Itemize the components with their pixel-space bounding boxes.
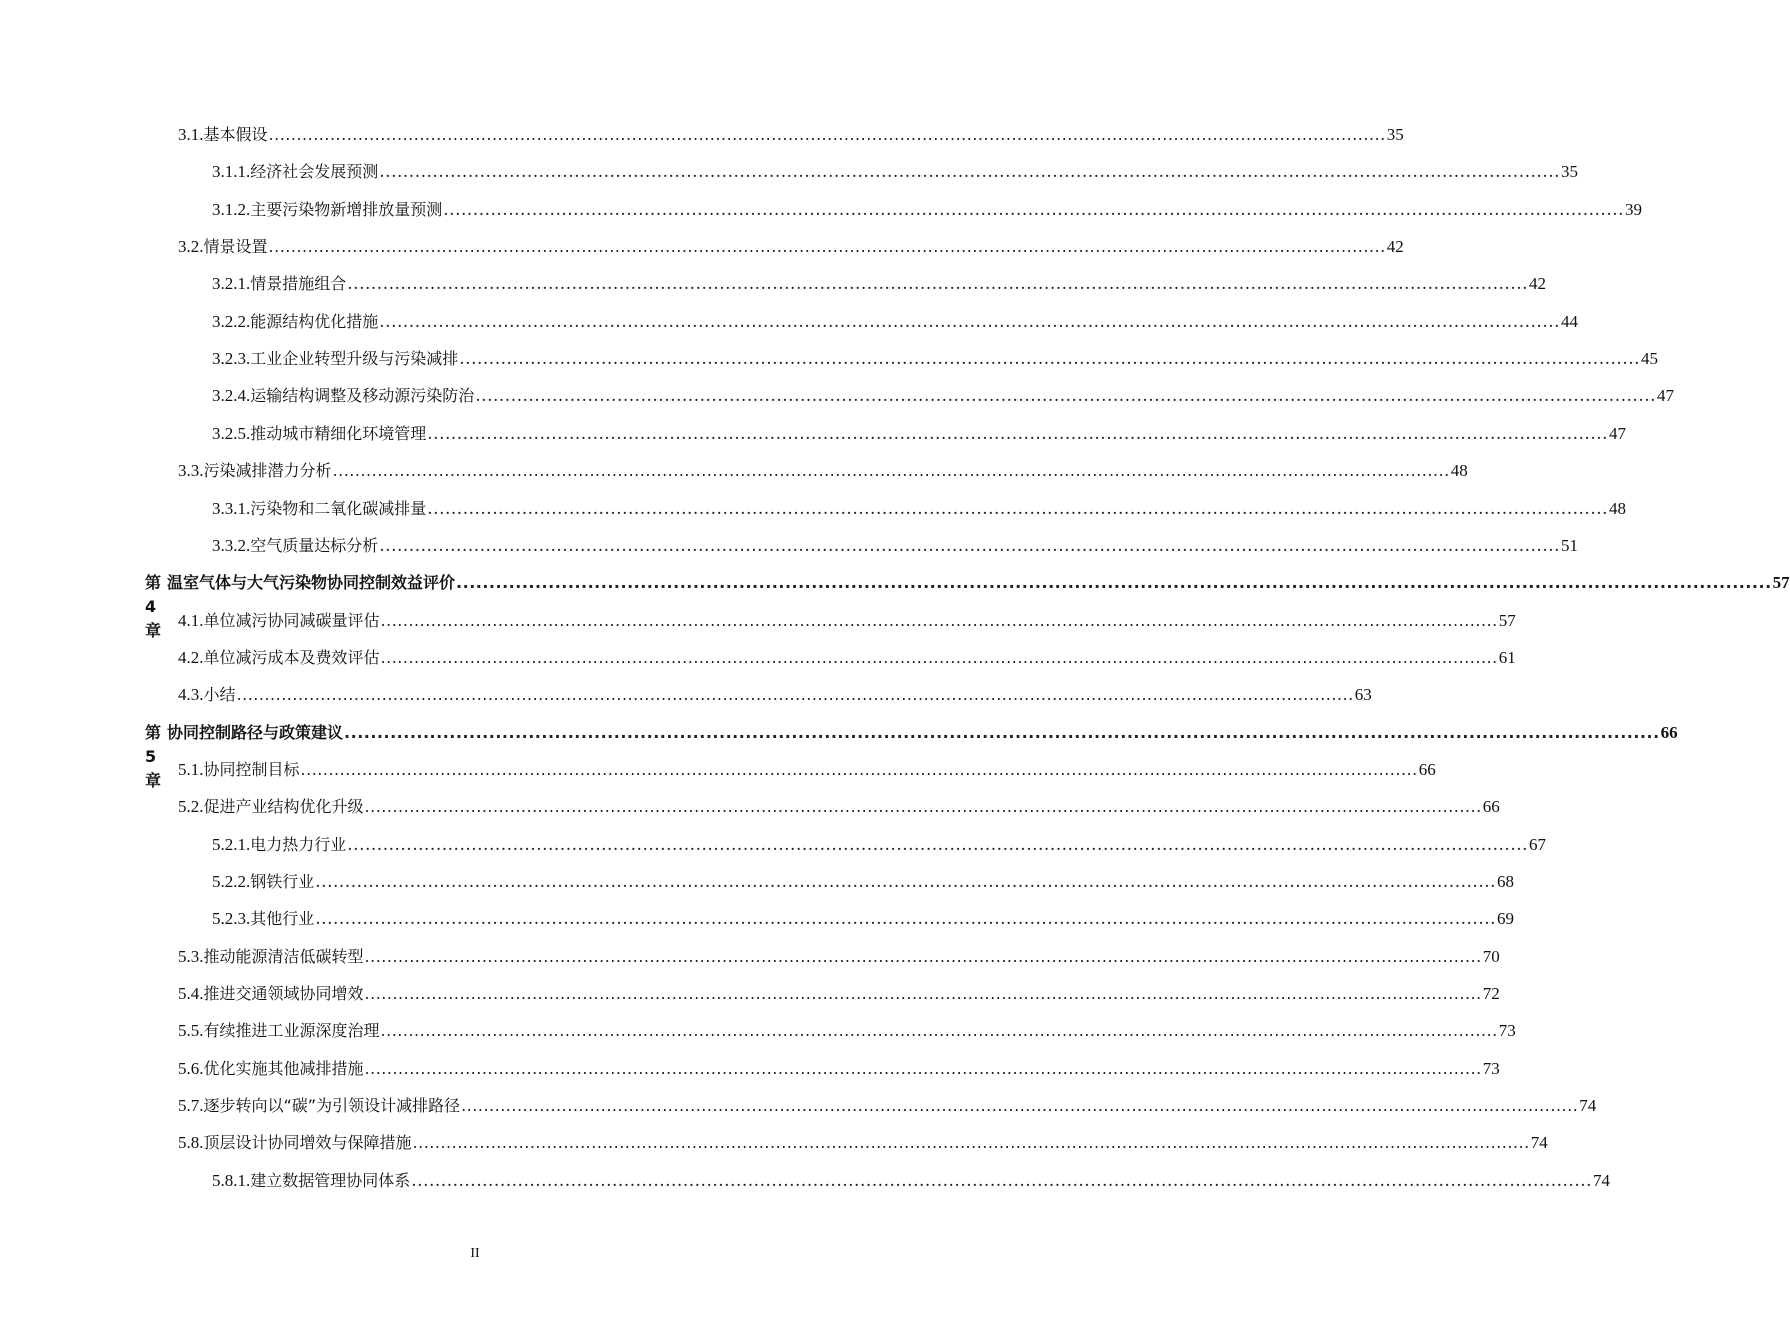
toc-entry-page: 66 [1482,797,1500,817]
toc-entry-title: 情景设置 [203,237,268,257]
toc-entry-title: 工业企业转型升级与污染减排 [250,349,459,369]
toc-dot-leader: ........................................................................................................................................................................................................ [461,1096,1579,1116]
toc-section-entry[interactable] [178,945,1500,969]
toc-entry-title: 顶层设计协同增效与保障措施 [203,1133,412,1153]
toc-entry-page: 44 [1561,311,1579,331]
toc-entry-page: 47 [1657,386,1675,406]
toc-entry-number: 3.2.2. [212,311,251,331]
toc-dot-leader: ........................................................................................................................................................................................................ [427,423,1609,444]
toc-entry-number: 5.2. [178,797,204,817]
toc-entry-number: 3.3.1. [212,498,251,518]
toc-entry-number: 5.4. [178,984,204,1004]
toc-dot-leader: ........................................................................................................................................................................................................ [315,872,1497,892]
toc-entry-page: 73 [1498,1021,1516,1041]
toc-entry-number: 5.5. [178,1021,204,1041]
toc-entry-page: 42 [1529,274,1547,294]
toc-dot-leader: ........................................................................................................................................................................................................ [427,498,1609,519]
toc-entry-page: 66 [1660,722,1678,742]
toc-entry-number: 3.1.1. [212,162,251,182]
toc-entry-page: 42 [1386,237,1404,257]
toc-entry-title: 其他行业 [250,909,315,929]
toc-entry-page: 72 [1482,984,1500,1004]
toc-section-entry[interactable] [212,534,1579,558]
toc-entry-number: 第 4 章 [145,573,162,641]
toc-entry-title: 温室气体与大气污染物协同控制效益评价 [167,573,456,593]
toc-entry-number: 第 5 章 [145,722,162,790]
toc-entry-title: 推动能源清洁低碳转型 [203,946,364,966]
toc-dot-leader: ........................................................................................................................................................................................................ [364,984,1482,1004]
toc-entry-title: 建立数据管理协同体系 [250,1170,411,1190]
toc-dot-leader: ........................................................................................................................................................................................................ [379,535,1561,556]
toc-entry-title: 钢铁行业 [250,872,315,891]
toc-entry-title: 协同控制目标 [203,759,300,779]
toc-section-entry[interactable] [212,497,1627,521]
toc-dot-leader: ........................................................................................................................................................................................................ [411,1170,1593,1191]
toc-section-entry[interactable] [178,1057,1500,1081]
toc-section-entry[interactable] [212,907,1515,931]
toc-entry-page: 73 [1482,1058,1500,1078]
toc-section-entry[interactable] [212,1169,1611,1193]
toc-entry-number: 3.3.2. [212,535,251,555]
toc-section-entry[interactable] [178,758,1436,782]
toc-entry-page: 74 [1579,1096,1597,1116]
toc-section-entry[interactable] [178,795,1500,819]
toc-section-entry[interactable] [212,198,1643,222]
toc-entry-title: 主要污染物新增排放量预测 [250,199,443,219]
toc-section-entry[interactable] [212,160,1579,184]
toc-dot-leader: ........................................................................................................................................................................................................ [347,274,1529,295]
toc-section-entry[interactable] [212,422,1627,446]
toc-entry-number: 3.1.2. [212,199,251,219]
toc-entry-number: 3.2.1. [212,274,251,294]
toc-entry-title: 逐步转向以“碳”为引领设计减排路径 [203,1096,461,1116]
toc-entry-number: 5.8.1. [212,1170,251,1190]
toc-dot-leader: ........................................................................................................................................................................................................ [380,647,1498,667]
toc-entry-page: 39 [1625,199,1643,219]
toc-dot-leader: ........................................................................................................................................................................................................ [344,722,1660,742]
toc-entry-number: 5.8. [178,1133,204,1153]
toc-entry-number: 3.2.4. [212,386,251,406]
toc-dot-leader: ........................................................................................................................................................................................................ [443,199,1625,220]
toc-entry-page: 57 [1772,573,1790,593]
toc-entry-title: 优化实施其他减排措施 [203,1058,364,1078]
toc-entry-page: 35 [1386,125,1404,144]
toc-entry-page: 68 [1497,872,1515,891]
toc-entry-page: 66 [1418,759,1436,779]
toc-entry-number: 5.2.1. [212,834,251,854]
toc-section-entry[interactable] [178,646,1516,670]
toc-section-entry[interactable] [212,272,1547,296]
toc-dot-leader: ........................................................................................................................................................................................................ [364,797,1482,817]
toc-dot-leader: ........................................................................................................................................................................................................ [236,685,1354,705]
toc-entry-page: 74 [1593,1170,1611,1190]
toc-section-entry[interactable] [178,1131,1548,1155]
toc-entry-title: 推动城市精细化环境管理 [250,423,427,443]
toc-entry-page: 51 [1561,535,1579,555]
toc-dot-leader: ........................................................................................................................................................................................................ [475,386,1657,407]
toc-entry-title: 单位减污成本及费效评估 [203,647,380,667]
toc-entry-page: 70 [1482,946,1500,966]
toc-entry-page: 45 [1641,349,1659,369]
toc-entry-page: 48 [1609,498,1627,518]
toc-entry-number: 4.1. [178,610,204,630]
toc-entry-title: 促进产业结构优化升级 [203,797,364,817]
toc-dot-leader: ........................................................................................................................................................................................................ [268,125,1386,144]
toc-entry-title: 单位减污协同减碳量评估 [203,610,380,630]
toc-entry-page: 74 [1530,1133,1548,1153]
toc-dot-leader: ........................................................................................................................................................................................................ [364,946,1482,966]
toc-dot-leader: ........................................................................................................................................................................................................ [364,1058,1482,1078]
toc-entry-number: 5.6. [178,1058,204,1078]
toc-section-entry[interactable] [178,609,1516,633]
toc-dot-leader: ........................................................................................................................................................................................................ [380,1021,1498,1041]
toc-entry-title: 运输结构调整及移动源污染防治 [250,386,475,406]
toc-entry-page: 47 [1609,423,1627,443]
toc-entry-number: 5.3. [178,946,204,966]
toc-entry-title: 基本假设 [203,125,268,144]
toc-dot-leader: ........................................................................................................................................................................................................ [379,162,1561,183]
toc-entry-number: 4.2. [178,647,204,667]
toc-entry-page: 35 [1561,162,1579,182]
toc-entry-page: 67 [1529,834,1547,854]
toc-entry-title: 情景措施组合 [250,274,347,294]
toc-entry-title: 空气质量达标分析 [250,535,379,555]
toc-entry-page: 63 [1354,685,1372,705]
toc-dot-leader: ........................................................................................................................................................................................................ [412,1133,1530,1153]
toc-section-entry[interactable] [178,459,1468,483]
toc-entry-number: 4.3. [178,685,204,705]
toc-entry-number: 3.3. [178,461,204,481]
toc-dot-leader: ........................................................................................................................................................................................................ [380,610,1498,630]
toc-section-entry[interactable] [212,310,1579,334]
toc-dot-leader: ........................................................................................................................................................................................................ [459,349,1641,370]
toc-entry-title: 协同控制路径与政策建议 [167,722,344,742]
toc-entry-title: 有续推进工业源深度治理 [203,1021,380,1041]
toc-entry-number: 3.1. [178,125,204,144]
toc-section-entry[interactable] [212,384,1675,408]
toc-entry-number: 5.1. [178,759,204,779]
toc-entry-title: 经济社会发展预测 [250,162,379,182]
toc-section-entry[interactable] [212,870,1515,894]
toc-entry-title: 电力热力行业 [250,834,347,854]
toc-dot-leader: ........................................................................................................................................................................................................ [379,311,1561,332]
page-number-footer: II [470,1246,480,1261]
toc-dot-leader: ........................................................................................................................................................................................................ [332,461,1450,481]
toc-dot-leader: ........................................................................................................................................................................................................ [456,573,1772,593]
toc-section-entry[interactable] [178,123,1404,147]
toc-entry-title: 推进交通领域协同增效 [203,984,364,1004]
toc-entry-number: 3.2.5. [212,423,251,443]
toc-dot-leader: ........................................................................................................................................................................................................ [300,759,1418,779]
toc-entry-page: 69 [1497,909,1515,929]
toc-section-entry[interactable] [178,235,1404,259]
toc-dot-leader: ........................................................................................................................................................................................................ [315,909,1497,930]
toc-entry-number: 3.2.3. [212,349,251,369]
toc-dot-leader: ........................................................................................................................................................................................................ [347,834,1529,855]
toc-section-entry[interactable] [212,347,1659,371]
toc-section-entry[interactable] [212,833,1547,857]
toc-section-entry[interactable] [178,683,1372,707]
toc-entry-title: 小结 [203,685,236,705]
toc-entry-page: 48 [1450,461,1468,481]
toc-entry-page: 57 [1498,610,1516,630]
toc-entry-number: 3.2. [178,237,204,257]
toc-entry-title: 污染物和二氧化碳减排量 [250,498,427,518]
toc-section-entry[interactable] [178,1094,1597,1118]
toc-section-entry[interactable] [178,982,1500,1006]
toc-section-entry[interactable] [178,1019,1516,1043]
toc-entry-title: 污染减排潜力分析 [203,461,332,481]
toc-entry-number: 5.7. [178,1096,204,1116]
toc-entry-number: 5.2.3. [212,909,251,929]
toc-entry-page: 61 [1498,647,1516,667]
toc-dot-leader: ........................................................................................................................................................................................................ [268,237,1386,257]
toc-entry-number: 5.2.2. [212,872,251,891]
toc-entry-title: 能源结构优化措施 [250,311,379,331]
